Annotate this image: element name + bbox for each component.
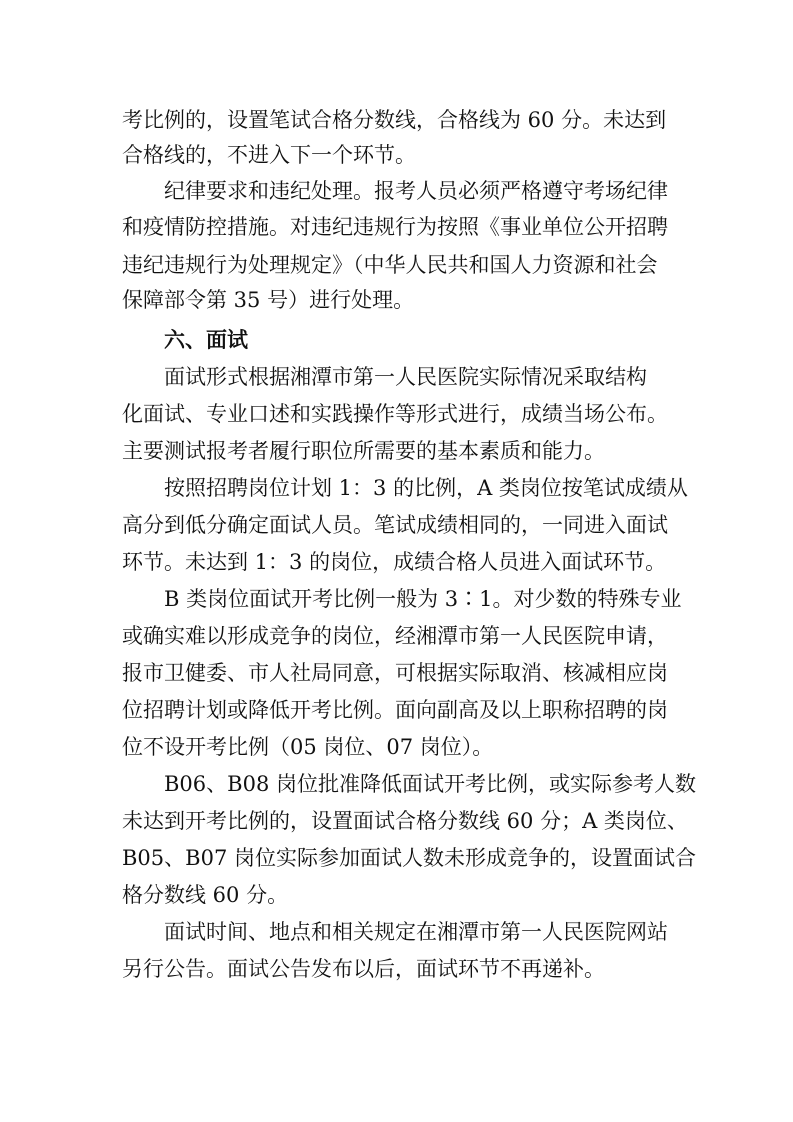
text-line: 环节。未达到 1：3 的岗位，成绩合格人员进入面试环节。	[122, 550, 667, 574]
section-heading: 六、面试	[164, 328, 248, 352]
text-line: 纪律要求和违纪处理。报考人员必须严格遵守考场纪律	[164, 179, 668, 203]
text-line: 主要测试报考者履行职位所需要的基本素质和能力。	[122, 439, 605, 463]
text-line: 考比例的，设置笔试合格分数线，合格线为 60 分。未达到	[122, 108, 667, 132]
text-line: 面试时间、地点和相关规定在湘潭市第一人民医院网站	[164, 920, 668, 944]
text-line: 报市卫健委、市人社局同意，可根据实际取消、核减相应岗	[122, 661, 668, 685]
text-line: 另行公告。面试公告发布以后，面试环节不再递补。	[122, 957, 605, 981]
text-line: 位不设开考比例（05 岗位、07 岗位）。	[122, 735, 494, 759]
text-line: 化面试、专业口述和实践操作等形式进行，成绩当场公布。	[122, 402, 668, 426]
text-line: 格分数线 60 分。	[122, 883, 289, 907]
text-line: 违纪违规行为处理规定》（中华人民共和国人力资源和社会	[122, 253, 658, 277]
text-line: B 类岗位面试开考比例一般为 3∶1。对少数的特殊专业	[164, 587, 682, 611]
text-line: B06、B08 岗位批准降低面试开考比例，或实际参考人数	[164, 772, 696, 796]
text-line: 高分到低分确定面试人员。笔试成绩相同的，一同进入面试	[122, 513, 668, 537]
text-line: 合格线的，不进入下一个环节。	[122, 143, 416, 167]
text-line: B05、B07 岗位实际参加面试人数未形成竞争的，设置面试合	[122, 846, 696, 870]
text-line: 保障部令第 35 号）进行处理。	[122, 288, 415, 312]
text-line: 或确实难以形成竞争的岗位，经湘潭市第一人民医院申请，	[122, 624, 668, 648]
text-line: 按照招聘岗位计划 1：3 的比例，A 类岗位按笔试成绩从	[164, 476, 688, 500]
text-line: 面试形式根据湘潭市第一人民医院实际情况采取结构	[164, 365, 647, 389]
text-line: 未达到开考比例的，设置面试合格分数线 60 分；A 类岗位、	[122, 809, 688, 833]
text-line: 和疫情防控措施。对违纪违规行为按照《事业单位公开招聘	[122, 215, 668, 239]
text-line: 位招聘计划或降低开考比例。面向副高及以上职称招聘的岗	[122, 698, 668, 722]
